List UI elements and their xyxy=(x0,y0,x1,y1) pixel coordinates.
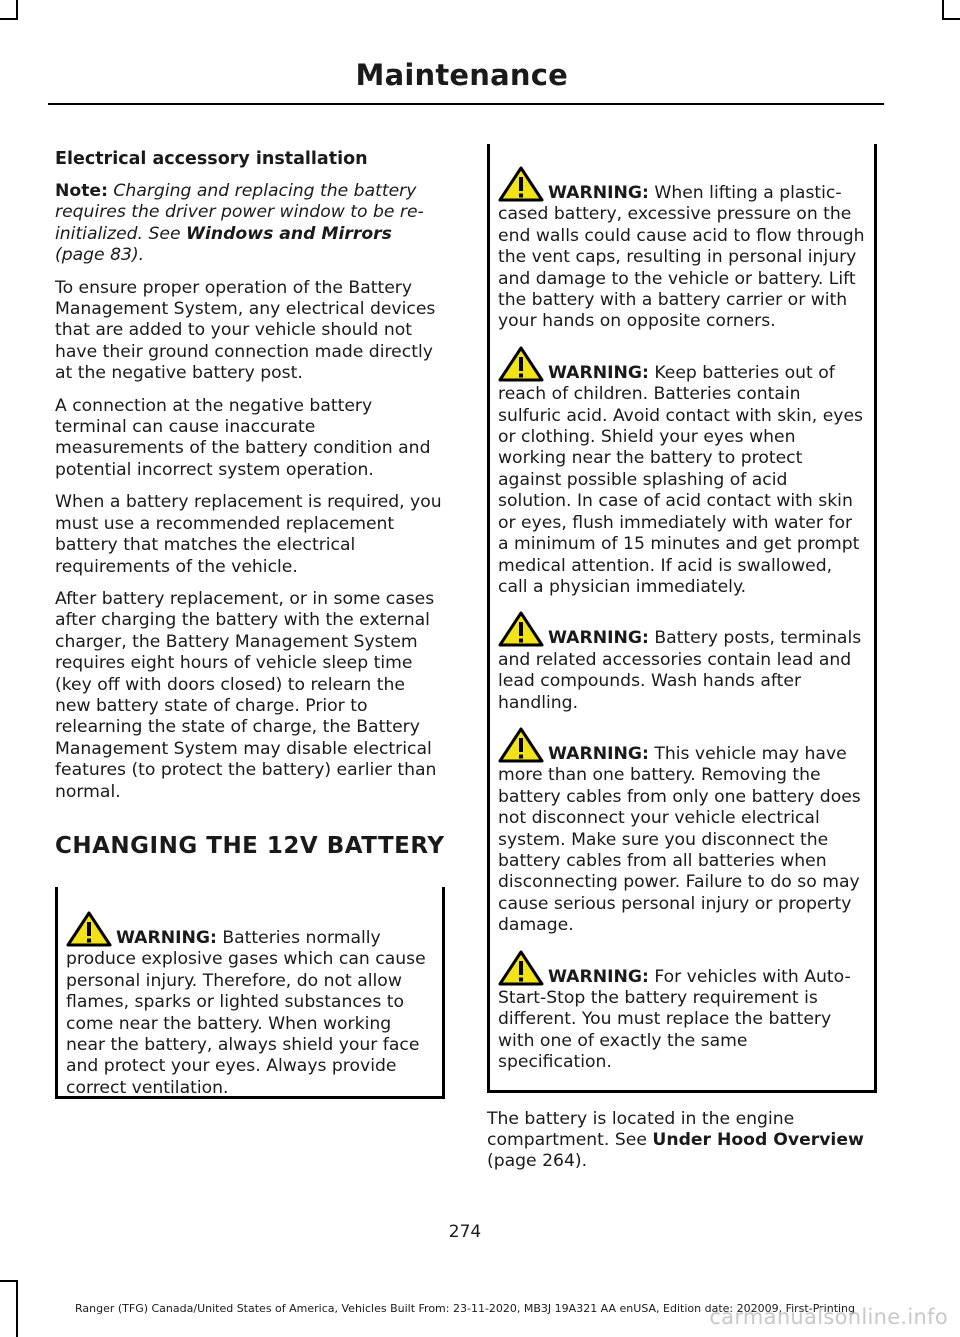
header-divider xyxy=(48,103,884,105)
warning-item xyxy=(498,950,866,1074)
warning-item xyxy=(498,611,866,714)
body-paragraph: To ensure proper operation of the Battery Management System, any electrical devices that are added to your vehicle should not have their ground connection made directly at the negative battery post. xyxy=(55,277,436,384)
note-label: Note: xyxy=(55,181,108,201)
warning-label: WARNING: xyxy=(548,966,649,987)
warning-item xyxy=(66,911,430,1099)
under-hood-overview-link[interactable]: Under Hood Overview xyxy=(652,1130,864,1151)
footer-edition-info: Ranger (TFG) Canada/United States of America, Vehicles Built From: 23-11-2020, MB3J 19A321 AA enUSA, Edition date: 202009, First-Printing xyxy=(74,1302,856,1315)
warning-text: Battery posts, terminals and related accessories contain lead and lead compounds. Wash hands after handling. xyxy=(498,628,862,713)
crop-mark xyxy=(942,18,960,20)
warning-item xyxy=(498,346,866,598)
warning-text: When lifting a plastic-cased battery, excessive pressure on the end walls could cause acid to flow through the vent caps, resulting in personal injury and damage to the vehicle or battery. Lift the battery with a battery carrier or with your hands on opposite corners. xyxy=(498,183,865,332)
note-paragraph xyxy=(55,181,445,267)
warning-item xyxy=(498,727,866,937)
left-column xyxy=(55,146,445,1099)
crop-mark xyxy=(0,18,18,20)
warning-triangle-icon xyxy=(498,727,544,763)
body-paragraph: When a battery replacement is required, you must use a recommended replacement battery that matches the electrical requirements of the vehicle. xyxy=(55,492,442,577)
warning-box xyxy=(55,887,445,1099)
warning-text: For vehicles with Auto-Start-Stop the battery requirement is different. You must replace the battery with one of exactly the same specification. xyxy=(498,966,851,1073)
warning-triangle-icon xyxy=(66,911,112,947)
crop-mark xyxy=(0,1280,18,1282)
warning-text: Batteries normally produce explosive gases which can cause personal injury. Therefore, do not allow flames, sparks or lighted substances to come near the battery. When working near the battery, always shield your face and protect your eyes. Always provide correct ventilation. xyxy=(66,927,426,1098)
warning-label: WARNING: xyxy=(116,927,217,948)
warning-triangle-icon xyxy=(498,346,544,382)
crop-mark xyxy=(942,0,944,20)
warning-triangle-icon xyxy=(498,950,544,986)
subheading: Electrical accessory installation xyxy=(55,149,368,169)
page-number: 274 xyxy=(448,1222,482,1242)
page-title: Maintenance xyxy=(355,58,568,92)
warning-triangle-icon xyxy=(498,611,544,647)
section-heading: CHANGING THE 12V BATTERY xyxy=(55,832,445,859)
note-page-ref: (page 83). xyxy=(55,245,145,266)
location-page-ref: (page 264). xyxy=(487,1151,588,1172)
right-column xyxy=(487,146,877,1184)
warning-text: This vehicle may have more than one battery. Removing the battery cables from only one battery does not disconnect your vehicle electrical system. Make sure you disconnect the battery cables from all batteries when disconnecting power. Failure to do so may cause serious personal injury or property damage. xyxy=(498,743,861,936)
warning-box xyxy=(487,144,877,1093)
warning-label: WARNING: xyxy=(548,628,649,649)
warning-label: WARNING: xyxy=(548,362,649,383)
watermark: carmanualsonline.info xyxy=(709,1305,948,1329)
warning-item xyxy=(498,166,866,333)
crop-mark xyxy=(16,0,18,20)
warning-triangle-icon xyxy=(498,166,544,202)
location-paragraph xyxy=(487,1109,877,1173)
warning-label: WARNING: xyxy=(548,183,649,203)
warning-text: Keep batteries out of reach of children. Batteries contain sulfuric acid. Avoid contact with skin, eyes or clothing. Shield your eyes when working near the battery to protect against possible splashing of acid solution. In case of acid contact with skin or eyes, flush immediately with water for a minimum of 15 minutes and get prompt medical attention. If acid is swallowed, call a physician immediately. xyxy=(498,362,863,597)
note-text: Charging and replacing the battery requires the driver power window to be re-initialized. See xyxy=(55,181,424,244)
body-paragraph: A connection at the negative battery terminal can cause inaccurate measurements of the battery condition and potential incorrect system operation. xyxy=(55,395,431,480)
warning-label: WARNING: xyxy=(548,743,649,764)
body-paragraph: After battery replacement, or in some cases after charging the battery with the external charger, the Battery Management System requires eight hours of vehicle sleep time (key off with doors closed) to relearn the new battery state of charge. Prior to relearning the state of charge, the Battery Management System may disable electrical features (to protect the battery) earlier than normal. xyxy=(55,588,437,802)
location-text: The battery is located in the engine compartment. See xyxy=(487,1108,795,1151)
windows-and-mirrors-link[interactable]: Windows and Mirrors xyxy=(186,223,392,244)
